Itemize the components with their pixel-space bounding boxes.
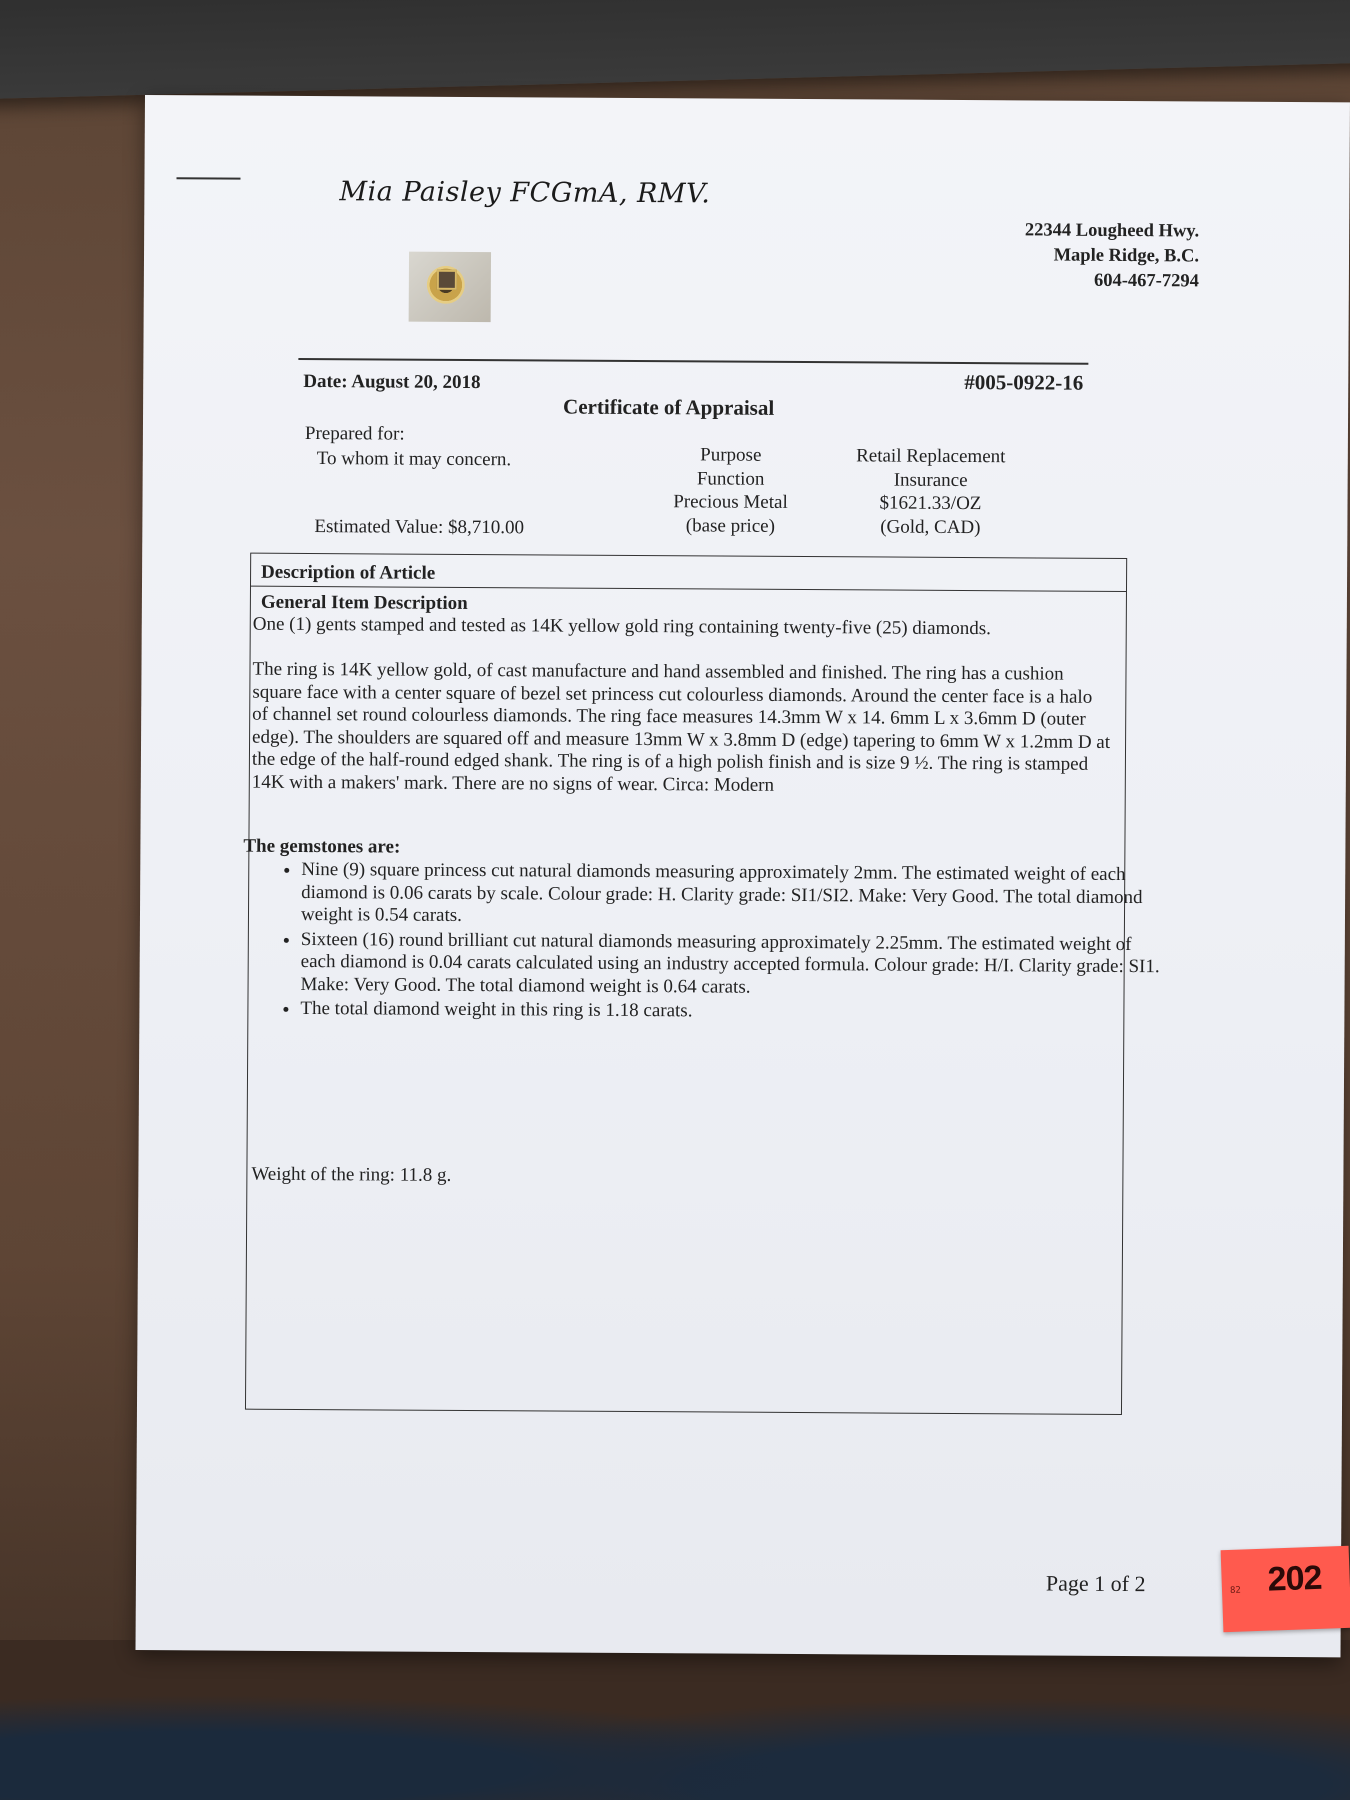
prepared-for	[305, 421, 512, 472]
certificate-date: Date: August 20, 2018	[303, 370, 481, 394]
phone-number: 604-467-7294	[1093, 270, 1199, 292]
prepared-for-value: To whom it may concern.	[316, 448, 512, 471]
description-paragraph-1: One (1) gents stamped and tested as 14K yellow gold ring containing twenty-five (25) diamonds.	[252, 613, 992, 640]
description-box	[243, 553, 1160, 1415]
retail-block	[830, 444, 1031, 539]
description-title: Description of Article	[261, 561, 436, 584]
hole-punch-mark	[176, 177, 240, 179]
purpose-line: Function	[696, 467, 765, 490]
retail-line: Insurance	[893, 469, 968, 491]
gemstones-title: The gemstones are:	[243, 835, 401, 858]
sticker-number: 202	[1266, 1558, 1323, 1599]
retail-line: (Gold, CAD)	[880, 515, 981, 538]
prepared-for-label: Prepared for:	[304, 422, 405, 445]
floor-background	[0, 1640, 1350, 1800]
appraiser-name: Mia Paisley FCGmA, RMV.	[339, 176, 711, 210]
purpose-line: Precious Metal	[673, 491, 788, 513]
description-header	[251, 554, 1126, 592]
header-divider	[298, 358, 1088, 365]
address-line-2: Maple Ridge, B.C.	[1053, 245, 1200, 267]
diamond-face-icon	[437, 270, 457, 290]
estimated-value: Estimated Value: $8,710.00	[314, 516, 525, 539]
list-item: • Nine (9) square princess cut natural diamonds measuring approximately 2mm. The estimated weight of each diamond is 0.06 carats by scale. Colour grade: H. Clarity grade: SI1/SI2. Make: Very Good. The total diamond weight is 0.54 carats.	[301, 859, 1161, 932]
list-item: • Sixteen (16) round brilliant cut natural diamonds measuring approximately 2.25mm. The estimated weight of each diamond is 0.04 carats calculated using an industry accepted formula. Colour grade: H/I. Clarity grade: SI1. Make: Very Good. The total diamond weight is 0.64 carats.	[300, 928, 1160, 1001]
laptop-edge	[0, 0, 1350, 100]
ring-photo	[409, 252, 491, 322]
page-number: Page 1 of 2	[1045, 1570, 1146, 1597]
certificate-number: #005-0922-16	[964, 370, 1084, 395]
certificate-title: Certificate of Appraisal	[563, 394, 775, 420]
purpose-block	[650, 443, 811, 538]
business-address	[1025, 218, 1200, 294]
appraisal-document	[136, 95, 1350, 1657]
general-description-title: General Item Description	[260, 591, 468, 614]
ring-weight: Weight of the ring: 11.8 g.	[251, 1163, 452, 1186]
sticker-small-code: 82	[1229, 1585, 1242, 1596]
description-paragraph-2: The ring is 14K yellow gold, of cast manufacture and hand assembled and finished. The ring has a cushion square face with a center square of bezel set princess cut colourless diamonds. Around the center face is a halo of channel set round colourless diamonds. The ring face measures 14.3mm W x 14. 6mm L x 3.6mm D (outer edge). The shoulders are squared off and measure 13mm W x 3.8mm D (edge) tapering to 6mm W x 1.2mm D at the edge of the half-round edged shank. The ring is of a high polish finish and is size 9 ½. The ring is stamped 14K with a makers' mark. There are no signs of wear. Circa: Modern	[251, 658, 1111, 796]
price-sticker	[1221, 1546, 1350, 1632]
gemstones-list	[260, 859, 1161, 1028]
retail-line: Retail Replacement	[856, 445, 1006, 468]
retail-line: $1621.33/OZ	[879, 492, 982, 515]
purpose-line: (base price)	[685, 514, 776, 537]
list-item: • The total diamond weight in this ring is 1.18 carats.	[300, 998, 1160, 1026]
address-line-1: 22344 Lougheed Hwy.	[1024, 220, 1200, 242]
purpose-line: Purpose	[700, 444, 762, 466]
